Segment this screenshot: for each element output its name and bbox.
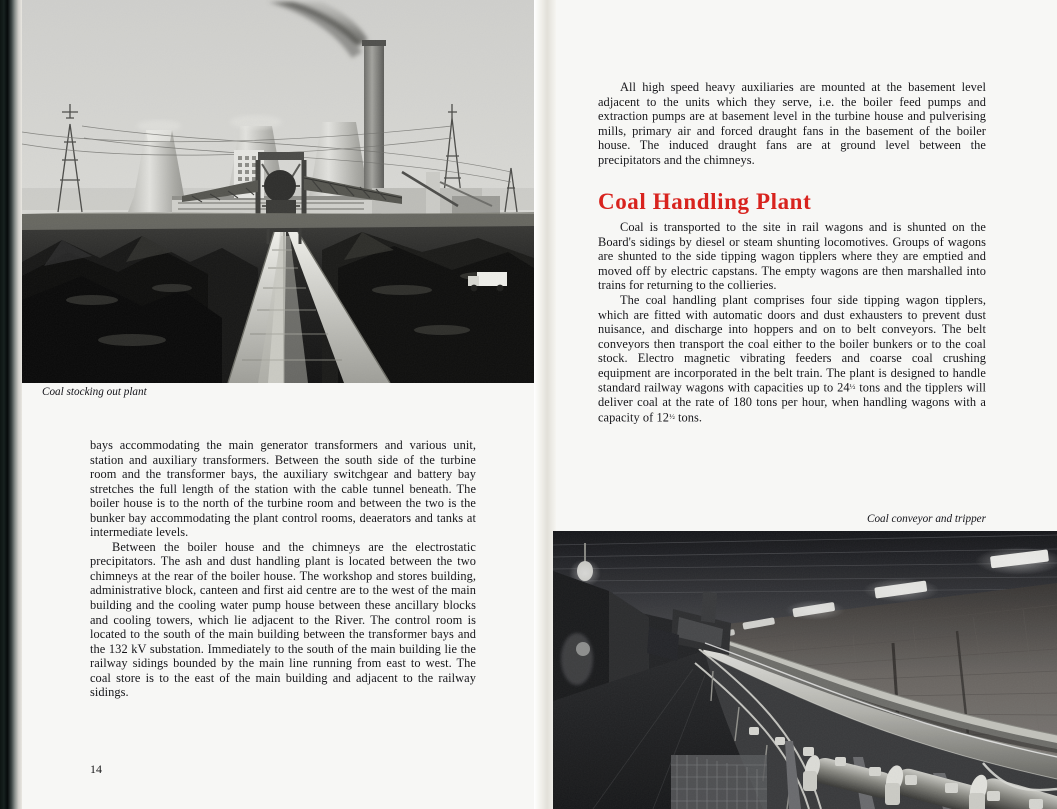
left-paragraph-2: Between the boiler house and the chimneys are the electrostatic precipitators. The ash and dust handling plant is located between the two chimneys at the rear of the boiler house. The workshop and stores building, administrative block, canteen and first aid centre are to the west of the main building and the cooling water pump house between these ancillary blocks and cooling towers, which lie adjacent to the River. The control room is located to the south of the main building between the transformer bays and the 132 kV substation. Immediately to the south of the main building lie the railway sidings bounded by the main line running from east to west. The coal store is to the east of the main building and adjacent to the railway sidings. [90,539,476,700]
book-binding-gutter [0,0,22,809]
caption-coal-conveyor-and-tripper: Coal conveyor and tripper [866,513,986,525]
section-heading-coal-handling-plant: Coal Handling Plant [598,189,812,215]
coal-conveyor-and-tripper-photograph [553,531,1057,809]
fraction-one-half-second: ½ [669,411,675,421]
left-paragraph-1: bays accommodating the main generator transformers and various unit, station and auxiliary transformers. Between the south side of the turbine room and the transformer bays, the auxiliary switchgear and battery bay stretches the full length of the station with the cable tunnel beneath. The boiler house is to the north of the turbine room and between the two is the bunker bay accommodating the plant control rooms, deaerators and tanks at intermediate levels. [90,438,476,540]
left-column-text [90,438,476,700]
fraction-one-half-first: ½ [849,382,856,392]
paragraph-2-part-3: tons. [674,409,703,424]
right-column-text [598,80,986,425]
right-intro-paragraph: All high speed heavy auxiliaries are mounted at the basement level adjacent to the units which they serve, i.e. the boiler feed pumps and extraction pumps are at basement level in the turbine house and pulverising mills, primary air and forced draught fans in the basement of the boiler house. The induced draught fans are at ground level between the precipitators and the chimneys. [598,80,986,167]
paragraph-2-part-2: tons and the tipplers will deliver coal at the rate of 180 tons per hour, when handling wagons with a capacity of 12 [598,380,986,424]
paragraph-2-part-1: The coal handling plant comprises four side tipping wagon tipplers, which are fitted with automatic doors and dust exhausters to prevent dust nuisance, and discharge into hoppers and on to belt conveyors. The belt conveyors then transport the coal either to the boiler bunkers or to the coal stock. Electro magnetic vibrating feeders and coarse coal crushing equipment are incorporated in the belt train. The plant is designed to handle standard railway wagons with capacities up to 24 [598,293,986,395]
caption-coal-stocking-out-plant: Coal stocking out plant [42,386,147,398]
right-paragraph-1: Coal is transported to the site in rail wagons and is shunted on the Board's sidings by diesel or steam shunting locomotives. Groups of wagons are shunted to the side tipping wagon tipplers where they are emptied and moved off by electric capstans. The empty wagons are then marshalled into trains for returning to the collieries. [598,220,986,293]
right-paragraph-2 [598,293,986,425]
page-number: 14 [90,762,102,776]
coal-stocking-out-plant-photograph [22,0,534,383]
